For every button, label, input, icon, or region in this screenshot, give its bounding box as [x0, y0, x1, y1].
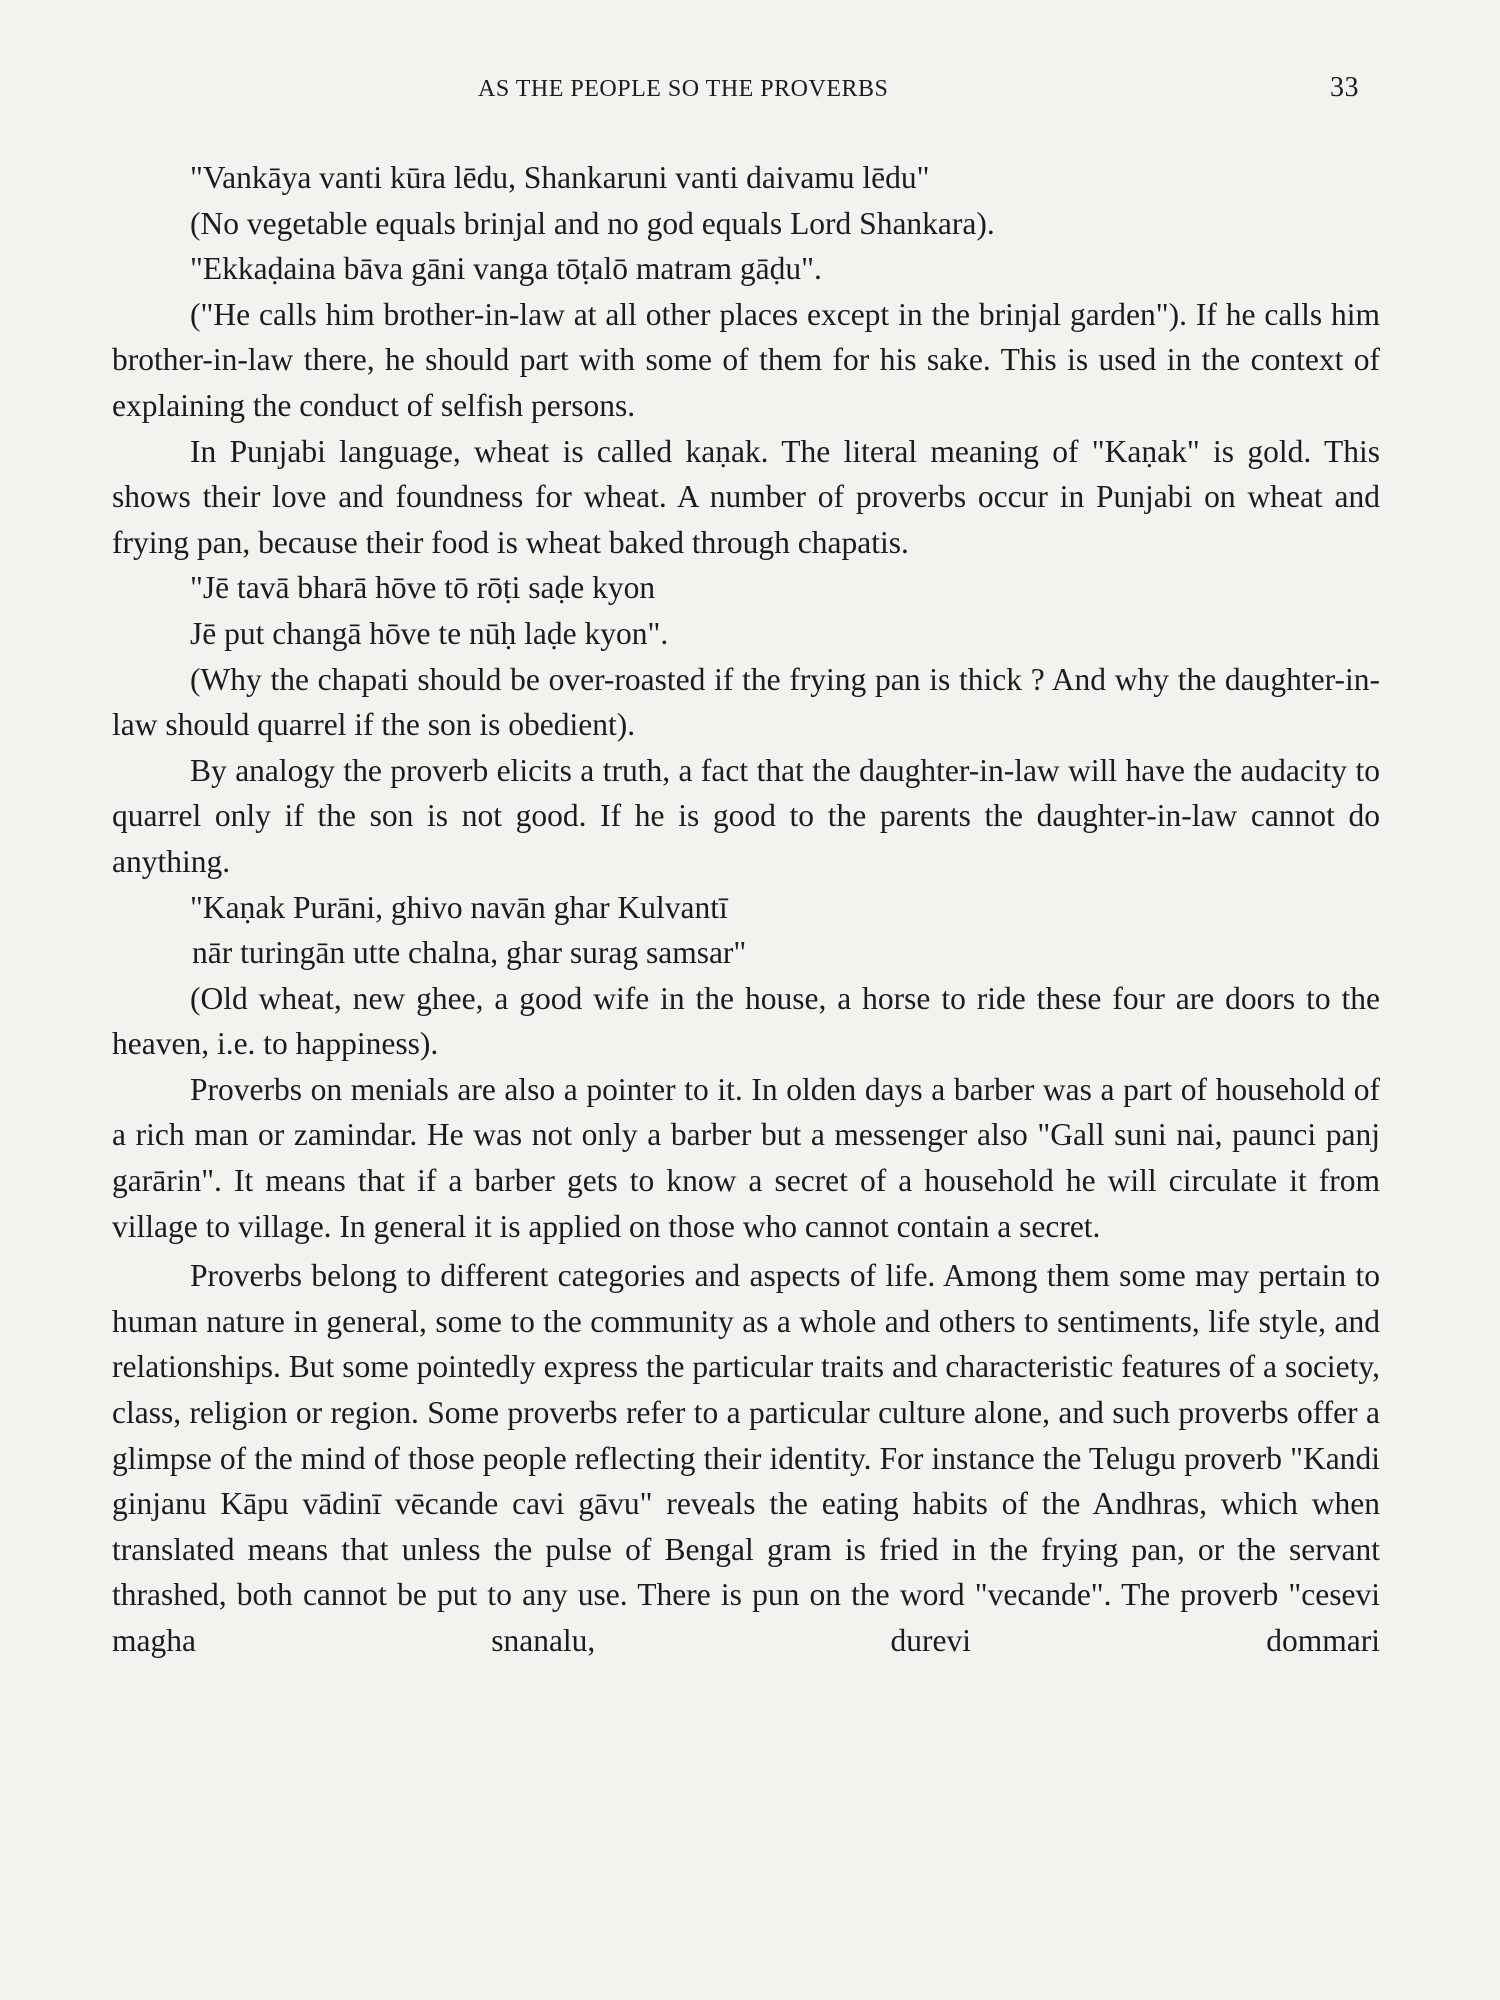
running-header [0, 72, 1500, 110]
paragraph: Proverbs belong to different categories and aspects of life. Among them some may pertain to human nature in general, some to the community as a whole and others to sentiments, life style, and relationships. But some pointedly express the particular traits and characteristic features of a society, class, religion or region. Some proverbs refer to a particular culture alone, and such proverbs offer a glimpse of the mind of those people reflecting their identity. For instance the Telugu proverb "Kandi ginjanu Kāpu vādinī vēcande cavi gāvu" reveals the eating habits of the Andhras, which when translated means that unless the pulse of Bengal gram is fried in the frying pan, or the servant thrashed, both cannot be put to any use. There is pun on the word "vecande". The proverb "cesevi magha snanalu, durevi dommari [112, 1258, 1380, 1658]
punjabi-proverb-line: "Kaṇak Purāni, ghivo navān ghar Kulvantī [190, 889, 728, 925]
paragraph: ("He calls him brother-in-law at all other places except in the brinjal garden"). If he calls him brother-in-law there, he should part with some of them for his sake. This is used in the context of explaining the conduct of selfish persons. [112, 296, 1380, 423]
punjabi-proverb-line: "Jē tavā bharā hōve tō rōṭi saḍe kyon [190, 570, 656, 606]
punjabi-proverb-line: nār turingān utte chalna, ghar surag samsar" [192, 935, 747, 971]
paragraph: (Why the chapati should be over-roasted if the frying pan is thick ? And why the daughter-in-law should quarrel if the son is obedient). [112, 661, 1380, 743]
page-number: 33 [1330, 72, 1359, 103]
proverb-translation: (No vegetable equals brinjal and no god equals Lord Shankara). [190, 205, 995, 241]
telugu-proverb-line: "Ekkaḍaina bāva gāni vanga tōṭalō matram gāḍu". [190, 251, 822, 287]
paragraph: In Punjabi language, wheat is called kaṇak. The literal meaning of "Kaṇak" is gold. This shows their love and foundness for wheat. A number of proverbs occur in Punjabi on wheat and frying pan, because their food is wheat baked through chapatis. [112, 433, 1380, 560]
paragraph: (Old wheat, new ghee, a good wife in the house, a horse to ride these four are doors to the heaven, i.e. to happiness). [112, 980, 1380, 1062]
paragraph: Proverbs on menials are also a pointer to it. In olden days a barber was a part of household of a rich man or zamindar. He was not only a barber but a messenger also "Gall suni nai, paunci panj garārin". It means that if a barber gets to know a secret of a household he will circulate it from village to village. In general it is applied on those who cannot contain a secret. [112, 1071, 1380, 1244]
running-title: AS THE PEOPLE SO THE PROVERBS [478, 76, 889, 102]
page-body [112, 155, 1380, 1664]
punjabi-proverb-line: Jē put changā hōve te nūḥ laḍe kyon". [190, 615, 669, 651]
paragraph: By analogy the proverb elicits a truth, a fact that the daughter-in-law will have the audacity to quarrel only if the son is not good. If he is good to the parents the daughter-in-law cannot do anything. [112, 752, 1380, 879]
telugu-proverb-line: "Vankāya vanti kūra lēdu, Shankaruni vanti daivamu lēdu" [190, 160, 930, 195]
